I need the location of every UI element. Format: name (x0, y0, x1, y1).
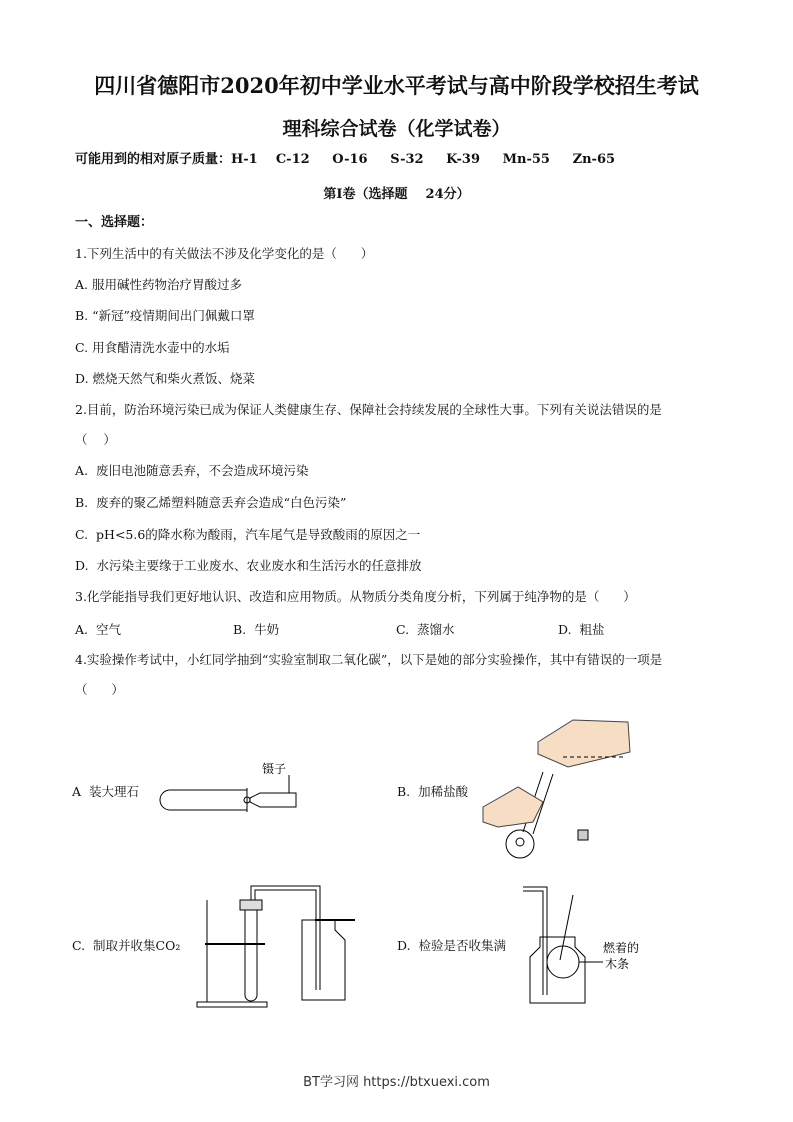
q1-option-d: D. 燃烧天然气和柴火煮饭、烧菜 (75, 371, 256, 386)
atomic-masses: 可能用到的相对原子质量：H-1 C-12 O-16 S-32 K-39 Mn-55 Zn-65 (75, 152, 616, 167)
figure-b-pouring-acid (478, 712, 648, 862)
q2-option-c: C. pH<5.6的降水称为酸雨，汽车尾气是导致酸雨的原因之一 (75, 527, 421, 542)
tweezers-label: 镊子 (262, 762, 287, 776)
q3-option-a: A. 空气 (75, 622, 121, 637)
burning-stick-label-2: 木条 (605, 957, 630, 971)
q4-option-d: D. 检验是否收集满 (397, 938, 506, 953)
q3-option-b: B. 牛奶 (233, 622, 280, 637)
q3-option-d: D. 粗盐 (558, 622, 605, 637)
q1-option-b: B. “新冠”疫情期间出门佩戴口罩 (75, 308, 255, 323)
q4-option-c: C. 制取并收集CO₂ (72, 938, 181, 953)
question-2: 2.目前，防治环境污染已成为保证人类健康生存、保障社会持续发展的全球性大事。下列有关说法错误的是 (75, 402, 662, 417)
figure-c-gas-apparatus (195, 880, 355, 1015)
footer-watermark: BT学习网 https://btxuexi.com (303, 1075, 490, 1090)
exam-subtitle: 理科综合试卷（化学试卷） (282, 118, 511, 140)
question-4: 4.实验操作考试中，小红同学抽到“实验室制取二氧化碳”，以下是她的部分实验操作，其中有错误的一项是 (75, 652, 663, 667)
question-1: 1.下列生活中的有关做法不涉及化学变化的是（ ） (75, 246, 374, 261)
figure-a-test-tube-tweezers (150, 760, 310, 830)
q4-option-b: B. 加稀盐酸 (397, 784, 469, 799)
figure-d-burning-stick-test (515, 885, 675, 1010)
burning-stick-label-1: 燃着的 (603, 941, 640, 955)
question-3: 3.化学能指导我们更好地认识、改造和应用物质。从物质分类角度分析，下列属于纯净物的是（ ） (75, 589, 636, 604)
q2-option-a: A. 废旧电池随意丢弃，不会造成环境污染 (75, 463, 309, 478)
q4-option-a: A 装大理石 (72, 784, 139, 799)
part-title: 一、选择题： (75, 215, 154, 230)
q1-option-c: C. 用食醋清洗水壶中的水垢 (75, 340, 230, 355)
q3-option-c: C. 蒸馏水 (396, 622, 455, 637)
q2-option-b: B. 废弃的聚乙烯塑料随意丢弃会造成“白色污染” (75, 495, 347, 510)
section-title: 第Ⅰ卷（选择题 24分） (323, 187, 470, 202)
q2-option-d: D. 水污染主要缘于工业废水、农业废水和生活污水的任意排放 (75, 558, 422, 573)
question-2-blank: （ ） (75, 432, 116, 447)
exam-title: 四川省德阳市2020年初中学业水平考试与高中阶段学校招生考试 (94, 73, 699, 98)
q1-option-a: A. 服用碱性药物治疗胃酸过多 (75, 277, 242, 292)
question-4-blank: （ ） (75, 682, 124, 697)
